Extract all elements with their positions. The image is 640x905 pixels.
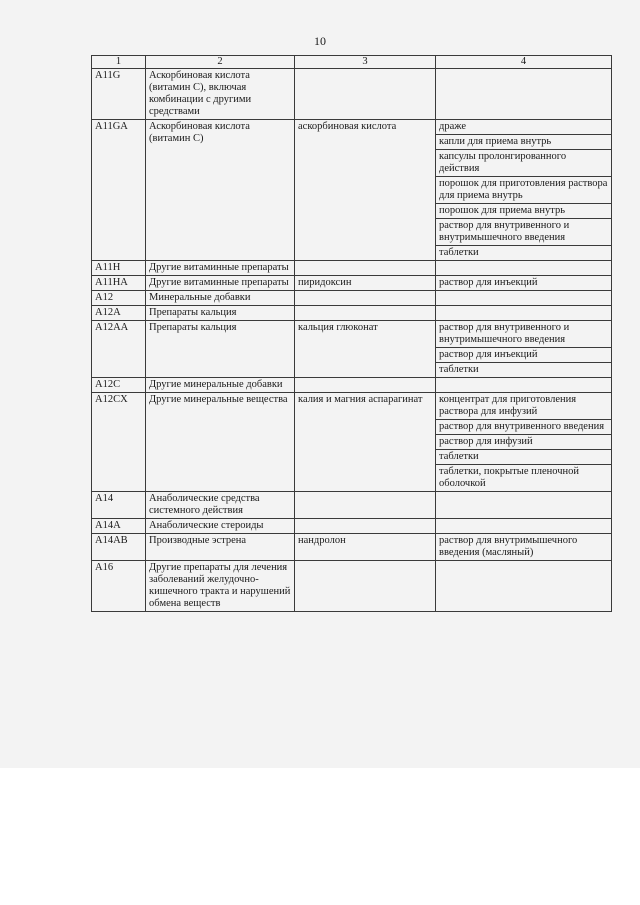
drug-name-cell <box>295 261 436 276</box>
dosage-forms-cell <box>436 393 612 492</box>
dosage-forms-cell <box>436 321 612 378</box>
dosage-forms-cell <box>436 120 612 261</box>
dosage-form: раствор для инъекций <box>436 348 611 363</box>
dosage-form: порошок для приема внутрь <box>436 204 611 219</box>
dosage-form-empty <box>436 561 611 575</box>
dosage-form: таблетки <box>436 450 611 465</box>
table-row <box>92 519 612 534</box>
dosage-form: таблетки, покрытые пленочной оболочкой <box>439 466 580 489</box>
group-name-cell: Другие витаминные препараты <box>146 276 295 291</box>
dosage-form-empty <box>436 306 611 320</box>
group-name-cell: Производные эстрена <box>146 534 295 561</box>
dosage-form: раствор для внутривенного введения <box>436 420 611 435</box>
dosage-form: таблетки <box>439 364 479 375</box>
drug-name-cell <box>295 492 436 519</box>
table-row <box>92 261 612 276</box>
group-name-cell: Другие минеральные вещества <box>146 393 295 492</box>
atc-code-cell: A12 <box>92 291 146 306</box>
group-name-cell: Анаболические средства системного действия <box>146 492 295 519</box>
dosage-form: драже <box>436 120 611 135</box>
dosage-forms-cell <box>436 306 612 321</box>
dosage-forms-cell <box>436 261 612 276</box>
drug-name-cell: пиридоксин <box>295 276 436 291</box>
dosage-forms-cell <box>436 561 612 612</box>
dosage-form: раствор для инъекций <box>439 277 538 288</box>
atc-code-cell: A11GA <box>92 120 146 261</box>
atc-code-cell: A12CX <box>92 393 146 492</box>
drug-name-cell <box>295 69 436 120</box>
drug-name-cell: аскорбиновая кислота <box>295 120 436 261</box>
header-col-2: 2 <box>146 56 295 69</box>
group-name-cell: Аскорбиновая кислота (витамин С), включая комбинации с другими средствами <box>146 69 295 120</box>
dosage-form: раствор для внутривенного и внутримышечного введения <box>436 321 611 348</box>
dosage-form: раствор для внутривенного и внутримышечного введения <box>436 219 611 246</box>
dosage-form: концентрат для приготовления раствора для инфузий <box>436 393 611 420</box>
group-name-cell: Другие препараты для лечения заболеваний желудочно-кишечного тракта и нарушений обмена веществ <box>146 561 295 612</box>
header-row <box>92 56 612 69</box>
atc-code-cell: A12C <box>92 378 146 393</box>
dosage-form: раствор для инфузий <box>436 435 611 450</box>
table-row <box>92 276 612 291</box>
dosage-form-empty <box>436 261 611 275</box>
atc-code-cell: A14 <box>92 492 146 519</box>
table-row <box>92 69 612 120</box>
group-name-cell: Другие витаминные препараты <box>146 261 295 276</box>
drug-name-cell <box>295 306 436 321</box>
group-name-cell: Минеральные добавки <box>146 291 295 306</box>
dosage-forms-cell <box>436 276 612 291</box>
table-row <box>92 120 612 261</box>
header-col-4: 4 <box>436 56 612 69</box>
dosage-form: таблетки <box>439 247 479 258</box>
dosage-forms-cell <box>436 69 612 120</box>
atc-code-cell: A11HA <box>92 276 146 291</box>
drug-name-cell <box>295 378 436 393</box>
dosage-forms-cell <box>436 519 612 534</box>
dosage-forms-cell <box>436 492 612 519</box>
atc-code-cell: A12A <box>92 306 146 321</box>
drug-name-cell <box>295 519 436 534</box>
header-col-3: 3 <box>295 56 436 69</box>
table-row <box>92 534 612 561</box>
header-col-1: 1 <box>92 56 146 69</box>
group-name-cell: Анаболические стероиды <box>146 519 295 534</box>
group-name-cell: Другие минеральные добавки <box>146 378 295 393</box>
drug-name-cell <box>295 561 436 612</box>
atc-code-cell: A11G <box>92 69 146 120</box>
dosage-form-empty <box>436 378 611 392</box>
table-row <box>92 306 612 321</box>
table-row <box>92 492 612 519</box>
dosage-form-empty <box>436 291 611 305</box>
table-row <box>92 291 612 306</box>
table-row <box>92 561 612 612</box>
group-name-cell: Препараты кальция <box>146 321 295 378</box>
atc-code-cell: A14A <box>92 519 146 534</box>
dosage-forms-cell <box>436 291 612 306</box>
dosage-form: капсулы пролонгированного действия <box>436 150 611 177</box>
dosage-forms-cell <box>436 534 612 561</box>
table-body <box>92 69 612 612</box>
atc-code-cell: A12AA <box>92 321 146 378</box>
dosage-form-empty <box>436 492 611 506</box>
dosage-form-empty <box>436 69 611 83</box>
dosage-forms-cell <box>436 378 612 393</box>
atc-code-cell: A11H <box>92 261 146 276</box>
table-row <box>92 378 612 393</box>
drug-name-cell: нандролон <box>295 534 436 561</box>
table-row <box>92 393 612 492</box>
dosage-form: порошок для приготовления раствора для приема внутрь <box>436 177 611 204</box>
drug-table <box>91 55 612 612</box>
atc-code-cell: A16 <box>92 561 146 612</box>
group-name-cell: Препараты кальция <box>146 306 295 321</box>
page-number: 10 <box>314 34 326 48</box>
atc-code-cell: A14AB <box>92 534 146 561</box>
table-row <box>92 321 612 378</box>
drug-name-cell <box>295 291 436 306</box>
group-name-cell: Аскорбиновая кислота (витамин С) <box>146 120 295 261</box>
dosage-form: раствор для внутримышечного введения (масляный) <box>439 535 578 558</box>
dosage-form: капли для приема внутрь <box>436 135 611 150</box>
dosage-form-empty <box>436 519 611 533</box>
drug-name-cell: калия и магния аспарагинат <box>295 393 436 492</box>
drug-name-cell: кальция глюконат <box>295 321 436 378</box>
